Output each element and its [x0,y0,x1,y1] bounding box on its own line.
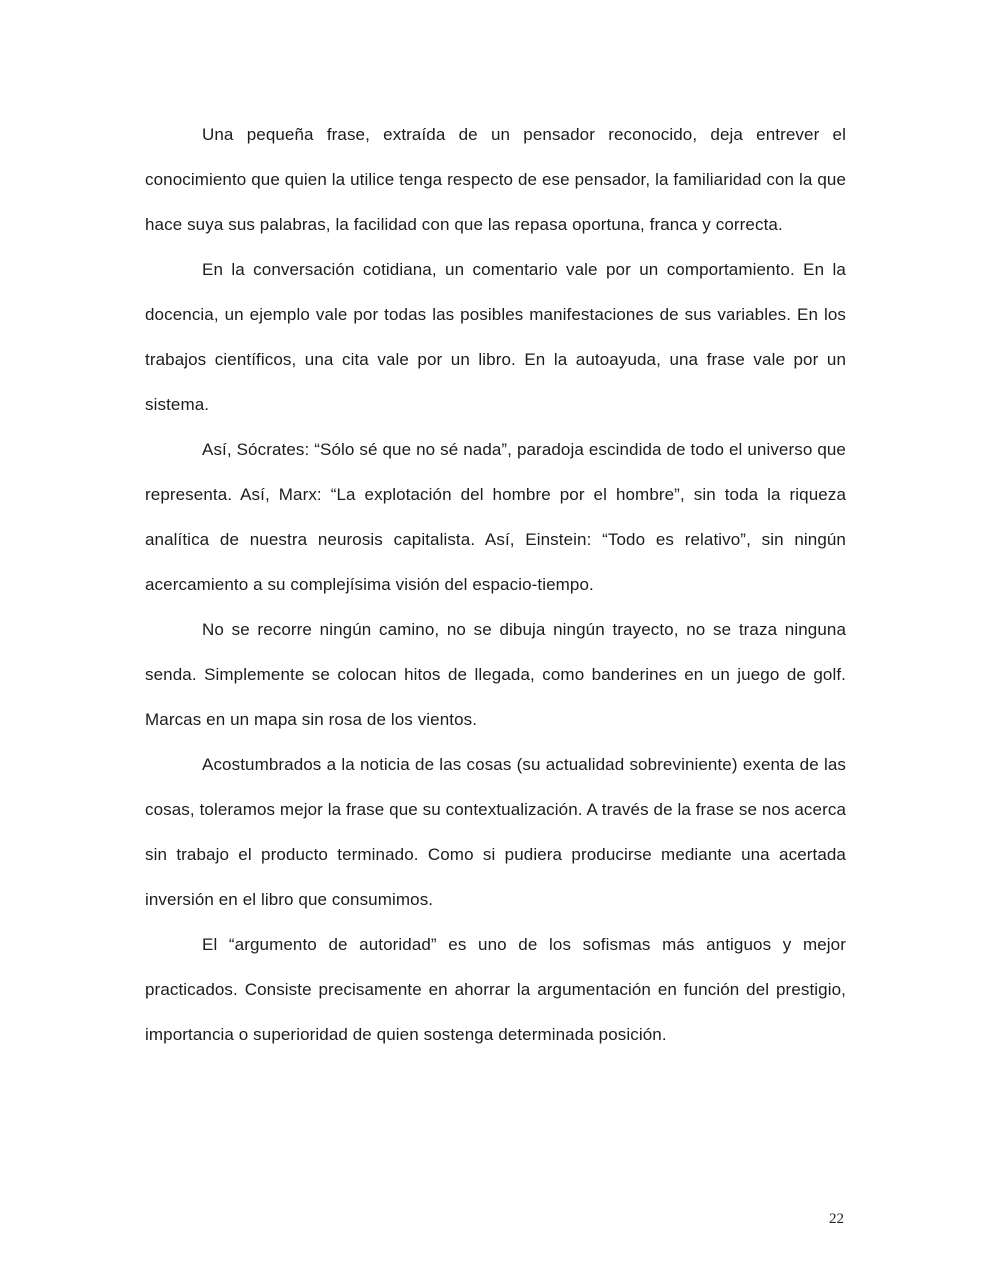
paragraph: En la conversación cotidiana, un comentario vale por un comportamiento. En la docencia, un ejemplo vale por todas las posibles manifestaciones de sus variables. En los trabajos científicos, una cita vale por un libro. En la autoayuda, una frase vale por un sistema. [145,260,846,414]
paragraph: Una pequeña frase, extraída de un pensador reconocido, deja entrever el conocimiento que quien la utilice tenga respecto de ese pensador, la familiaridad con la que hace suya sus palabras, la facilidad con que las repasa oportuna, franca y correcta. [145,125,846,234]
page-number: 22 [829,1211,844,1227]
paragraph: El “argumento de autoridad” es uno de los sofismas más antiguos y mejor practicados. Consiste precisamente en ahorrar la argumentación en función del prestigio, importancia o superioridad de quien sostenga determinada posición. [145,935,846,1044]
text-block [145,112,846,1057]
paragraph: No se recorre ningún camino, no se dibuja ningún trayecto, no se traza ninguna senda. Simplemente se colocan hitos de llegada, como banderines en un juego de golf. Marcas en un mapa sin rosa de los vientos. [145,620,846,729]
paragraph: Así, Sócrates: “Sólo sé que no sé nada”, paradoja escindida de todo el universo que representa. Así, Marx: “La explotación del hombre por el hombre”, sin toda la riqueza analítica de nuestra neurosis capitalista. Así, Einstein: “Todo es relativo”, sin ningún acercamiento a su complejísima visión del espacio-tiempo. [145,440,846,594]
paragraph: Acostumbrados a la noticia de las cosas (su actualidad sobreviniente) exenta de las cosas, toleramos mejor la frase que su contextualización. A través de la frase se nos acerca sin trabajo el producto terminado. Como si pudiera producirse mediante una acertada inversión en el libro que consumimos. [145,755,846,909]
